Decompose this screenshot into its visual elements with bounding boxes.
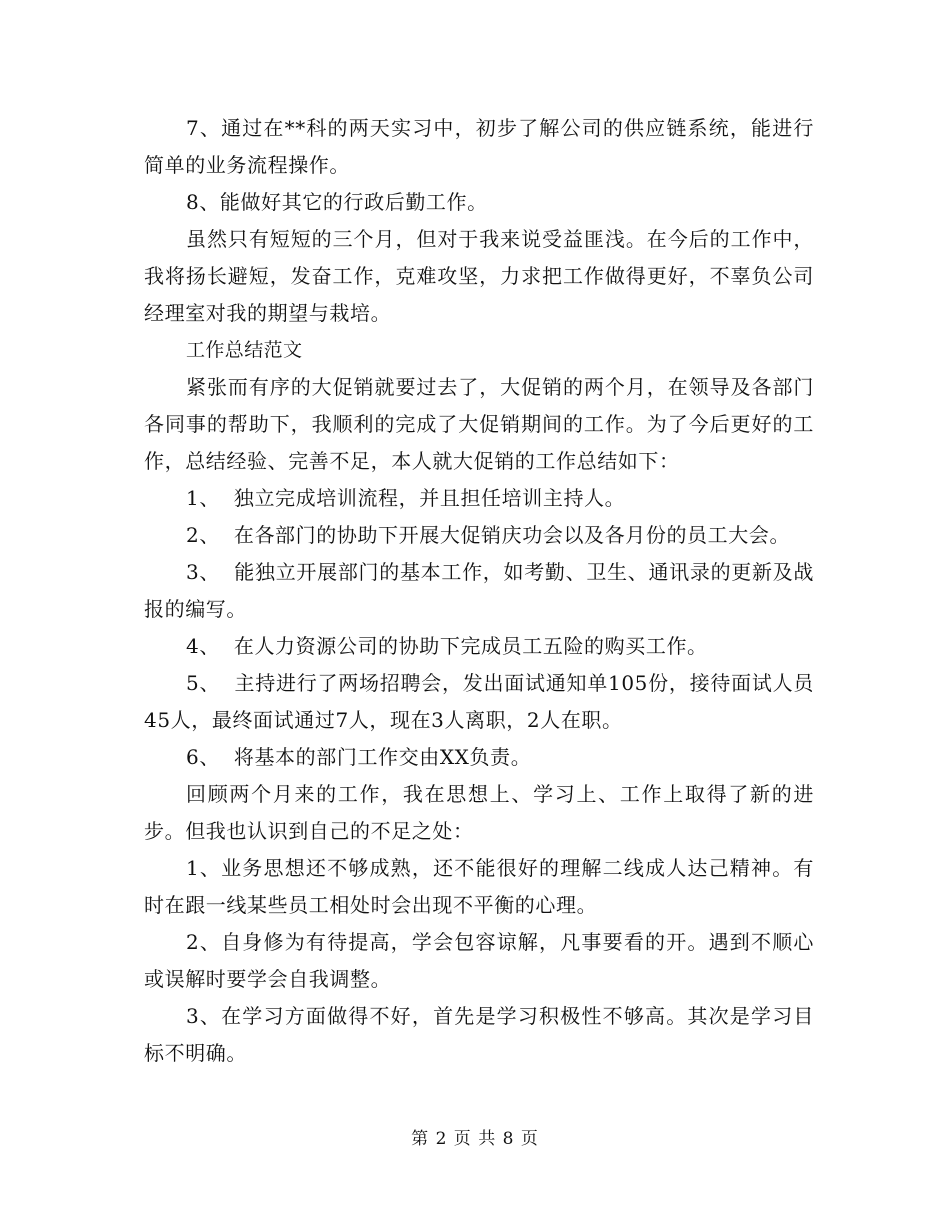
list-item-3: 3、 能独立开展部门的基本工作，如考勤、卫生、通讯录的更新及战报的编写。: [144, 560, 814, 621]
section-intro-paragraph: 紧张而有序的大促销就要过去了，大促销的两个月，在领导及各部门各同事的帮助下，我顺利的完成了大促销期间的工作。为了今后更好的工作，总结经验、完善不足，本人就大促销的工作总结如下：: [144, 375, 814, 473]
list-item-6: 6、 将基本的部门工作交由XX负责。: [186, 745, 532, 769]
paragraph-conclusion: 虽然只有短短的三个月，但对于我来说受益匪浅。在今后的工作中，我将扬长避短，发奋工作，克难攻坚，力求把工作做得更好，不辜负公司经理室对我的期望与栽培。: [144, 227, 814, 325]
paragraph-item-7: 7、通过在**科的两天实习中，初步了解公司的供应链系统，能进行简单的业务流程操作。: [144, 116, 814, 177]
section-title: 工作总结范文: [186, 339, 303, 361]
list-item-2: 2、 在各部门的协助下开展大促销庆功会以及各月份的员工大会。: [186, 523, 791, 547]
shortcoming-item-3: 3、在学习方面做得不好，首先是学习积极性不够高。其次是学习目标不明确。: [144, 1004, 814, 1065]
paragraph-item-8: 8、能做好其它的行政后勤工作。: [186, 190, 488, 214]
list-item-1: 1、 独立完成培训流程，并且担任培训主持人。: [186, 486, 626, 510]
document-body: [144, 110, 814, 1072]
shortcoming-item-1: 1、业务思想还不够成熟，还不能很好的理解二线成人达己精神。有时在跟一线某些员工相处时会出现不平衡的心理。: [144, 856, 814, 917]
page-number-footer: 第 2 页 共 8 页: [411, 1129, 539, 1149]
shortcoming-item-2: 2、自身修为有待提高，学会包容谅解，凡事要看的开。遇到不顺心或误解时要学会自我调整。: [144, 930, 814, 991]
list-item-4: 4、 在人力资源公司的协助下完成员工五险的购买工作。: [186, 634, 708, 658]
review-paragraph: 回顾两个月来的工作，我在思想上、学习上、工作上取得了新的进步。但我也认识到自己的不足之处：: [144, 782, 814, 843]
list-item-5: 5、 主持进行了两场招聘会，发出面试通知单105份，接待面试人员45人，最终面试通过7人，现在3人离职，2人在职。: [144, 671, 814, 732]
